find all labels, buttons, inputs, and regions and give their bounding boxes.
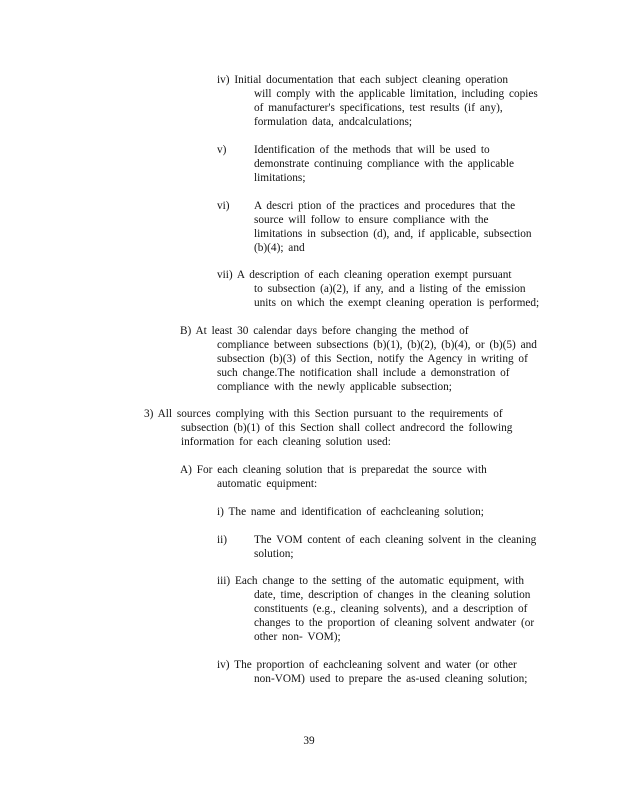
text-line: iv) Initial documentation that each subject cleaning operation bbox=[217, 74, 508, 86]
item-vi-practices-description bbox=[217, 199, 532, 255]
item-label: vi) bbox=[217, 200, 230, 212]
text-line: to subsection (a)(2), if any, and a listing of the emission bbox=[254, 283, 526, 295]
item-label: ii) bbox=[217, 534, 228, 546]
text-line: limitations in subsection (d), and, if applicable, subsection bbox=[254, 228, 532, 240]
item-i-name-identification bbox=[217, 505, 484, 519]
item-vii-exempt-operations bbox=[217, 268, 539, 310]
text-line: iv) The proportion of eachcleaning solvent and water (or other bbox=[217, 659, 517, 671]
text-line: date, time, description of changes in the cleaning solution bbox=[254, 589, 531, 601]
text-line: demonstrate continuing compliance with the applicable bbox=[254, 158, 515, 170]
text-line: limitations; bbox=[254, 172, 306, 184]
item-iv-initial-documentation bbox=[217, 73, 538, 129]
text-line: (b)(4); and bbox=[254, 242, 305, 254]
text-line: compliance between subsections (b)(1), (b)(2), (b)(4), or (b)(5) and bbox=[217, 339, 537, 351]
item-iii-setting-changes bbox=[217, 574, 534, 644]
text-line: A) For each cleaning solution that is preparedat the source with bbox=[180, 464, 487, 476]
text-line: of manufacturer's specifications, test results (if any), bbox=[254, 102, 503, 114]
text-line: other non- VOM); bbox=[254, 631, 341, 643]
item-ii-vom-content bbox=[217, 533, 536, 561]
text-line: constituents (e.g., cleaning solvents), and a description of bbox=[254, 603, 528, 615]
text-line: information for each cleaning solution used: bbox=[181, 436, 391, 448]
text-line: formulation data, andcalculations; bbox=[254, 116, 413, 128]
text-line: iii) Each change to the setting of the automatic equipment, with bbox=[217, 575, 525, 587]
item-A-automatic-equipment bbox=[180, 463, 487, 491]
text-line: 3) All sources complying with this Section pursuant to the requirements of bbox=[144, 408, 503, 420]
text-line: i) The name and identification of eachcleaning solution; bbox=[217, 506, 484, 518]
text-line: subsection (b)(3) of this Section, notify the Agency in writing of bbox=[217, 353, 528, 365]
text-line: subsection (b)(1) of this Section shall collect andrecord the following bbox=[181, 422, 513, 434]
text-line: compliance with the newly applicable subsection; bbox=[217, 381, 452, 393]
item-iv-proportion bbox=[217, 658, 527, 686]
text-line: source will follow to ensure compliance with the bbox=[254, 214, 489, 226]
item-3-record-keeping bbox=[144, 407, 512, 449]
text-line: changes to the proportion of cleaning solvent andwater (or bbox=[254, 617, 535, 629]
item-v-identification bbox=[217, 143, 514, 185]
text-line: non-VOM) used to prepare the as-used cleaning solution; bbox=[254, 673, 528, 685]
text-line: B) At least 30 calendar days before changing the method of bbox=[180, 325, 469, 337]
text-line: Identification of the methods that will be used to bbox=[254, 144, 490, 156]
text-line: units on which the exempt cleaning operation is performed; bbox=[254, 297, 540, 309]
text-line: A descri ption of the practices and procedures that the bbox=[254, 200, 516, 212]
text-line: vii) A description of each cleaning operation exempt pursuant bbox=[217, 269, 512, 281]
text-line: automatic equipment: bbox=[217, 478, 318, 490]
text-line: solution; bbox=[254, 548, 294, 560]
text-line: such change.The notification shall include a demonstration of bbox=[217, 367, 510, 379]
item-B-notification bbox=[180, 324, 537, 394]
text-line: The VOM content of each cleaning solvent in the cleaning bbox=[254, 534, 537, 546]
page-number: 39 bbox=[303, 735, 315, 747]
item-label: v) bbox=[217, 144, 227, 156]
text-line: will comply with the applicable limitation, including copies bbox=[254, 88, 538, 100]
